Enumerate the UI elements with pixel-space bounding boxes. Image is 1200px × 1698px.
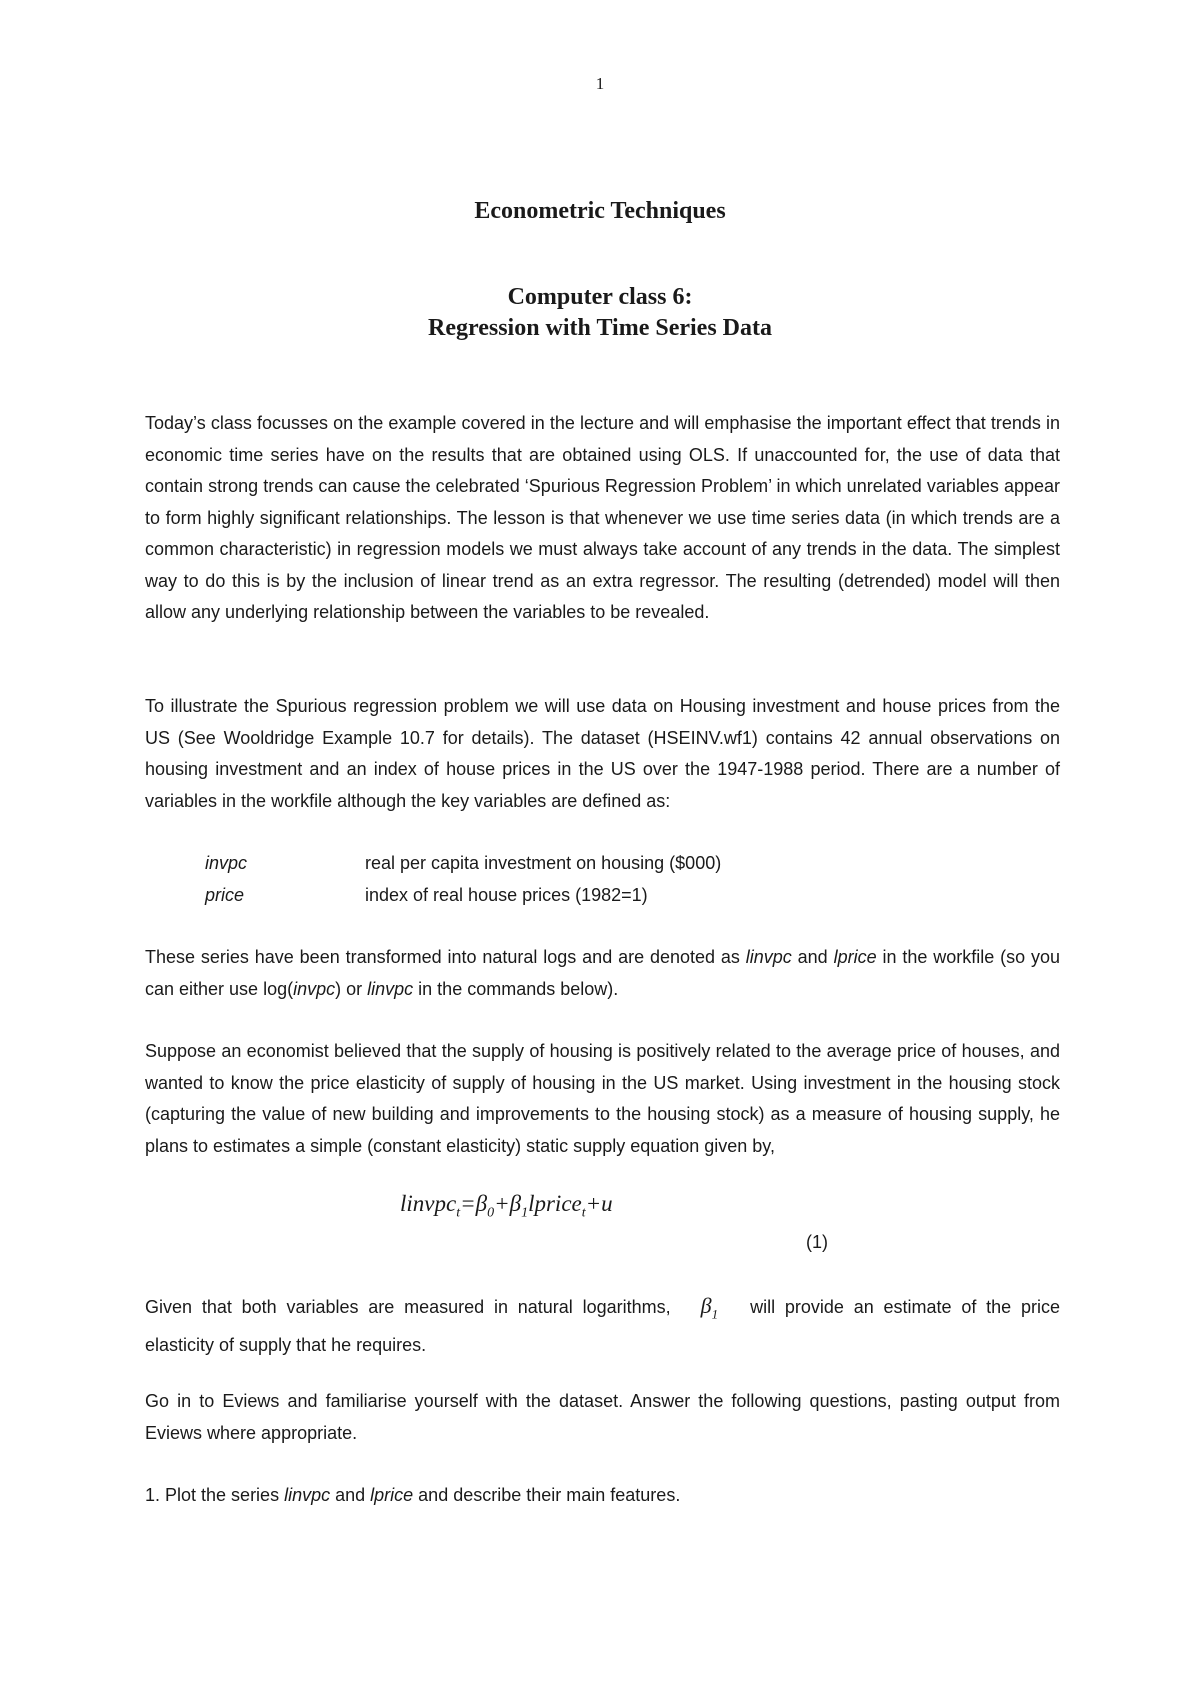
supply-equation: $linvpc_t=\beta_0+\beta_1lprice_t+u$	[400, 1191, 613, 1221]
dataset-paragraph: To illustrate the Spurious regression problem we will use data on Housing investment and house prices from the US (See Wooldridge Example 10.7 for details). The dataset (HSEINV.wf1) contains 42 annual observations on housing investment and an index of house prices in the US over the 1947-1988 period. There are a number of variables in the workfile although the key variables are defined as:	[145, 696, 1060, 811]
equation-number: (1)	[806, 1232, 828, 1252]
variable-description: index of real house prices (1982=1)	[365, 885, 648, 905]
var-linvpc: linvpc	[367, 978, 414, 999]
question-1: 1. Plot the series linvpc and lprice and describe their main features.	[145, 1485, 681, 1505]
document-title: Econometric Techniques	[474, 198, 726, 224]
economist-paragraph: Suppose an economist believed that the supply of housing is positively related to the average price of houses, and wanted to know the price elasticity of supply of housing in the US market. Using investment in the housing stock (capturing the value of new building and improvements to the housing stock) as a measure of housing supply, he plans to estimates a simple (constant elasticity) static supply equation given by,	[145, 1041, 1060, 1156]
variable-name: invpc	[205, 853, 248, 873]
class-title-line-1: Computer class 6:	[507, 284, 693, 310]
intro-paragraph: Today’s class focusses on the example covered in the lecture and will emphasise the important effect that trends in economic time series have on the results that are obtained using OLS. If unaccounted for, the use of data that contain strong trends can cause the celebrated ‘Spurious Regression Problem’ in which unrelated variables appear to form highly significant relationships. The lesson is that whenever we use time series data (in which trends are a common characteristic) in regression models we must always take account of any trends in the data. The simplest way to do this is by the inclusion of linear trend as an extra regressor. The resulting (detrended) model will then allow any underlying relationship between the variables to be revealed.	[145, 413, 1060, 622]
elasticity-paragraph: Given that both variables are measured in natural logarithms, $\beta_1$ will provide an estimate of the price elasticity of supply that he requires.	[145, 1290, 1060, 1361]
class-title-line-2: Regression with Time Series Data	[428, 315, 772, 341]
class-title	[0, 282, 1200, 344]
var-invpc: invpc	[293, 978, 336, 999]
variable-description: real per capita investment on housing ($000)	[365, 853, 722, 873]
var-linvpc: linvpc	[745, 947, 792, 967]
beta-1-symbol: $\beta_1$	[700, 1293, 719, 1322]
transform-paragraph: These series have been transformed into natural logs and are denoted as linvpc and lprice in the workfile (so you can either use log(invpc) or linvpc in the commands below).	[145, 947, 1061, 999]
variable-definition-price	[205, 880, 648, 911]
page-number: 1	[595, 74, 605, 93]
variable-definition-invpc	[205, 848, 721, 879]
eviews-instructions-paragraph: Go in to Eviews and familiarise yourself with the dataset. Answer the following questions, pasting output from Eviews where appropriate.	[145, 1391, 1060, 1443]
variable-name: price	[205, 885, 245, 905]
var-lprice: lprice	[833, 947, 877, 967]
